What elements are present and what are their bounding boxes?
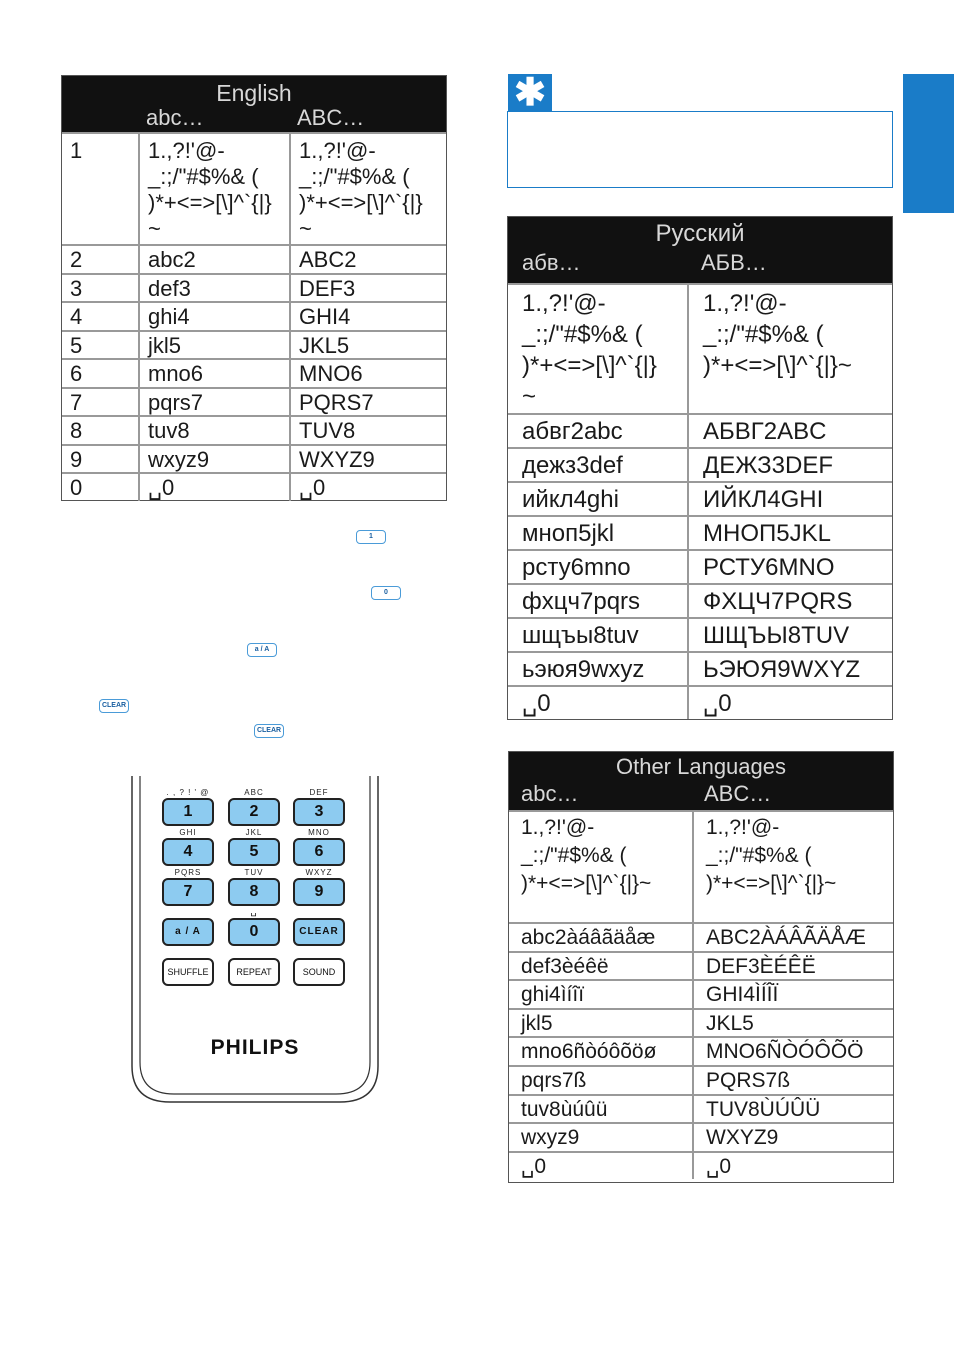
table-row bbox=[508, 515, 892, 549]
table-cell-lower: дежз3def bbox=[522, 452, 623, 479]
table-cell-upper: ␣0 bbox=[687, 687, 890, 719]
tip-label bbox=[508, 74, 552, 112]
table-cell-lower: фхцч7pqrs bbox=[522, 588, 641, 615]
table-cell-upper: 1.,?!'@- _:;/"#$%& ( )*+<=>[\]^`{|}~ bbox=[687, 285, 890, 413]
case-key-icon: a / A bbox=[247, 643, 277, 657]
table-row bbox=[62, 444, 446, 473]
table-row bbox=[509, 1008, 893, 1037]
table-cell-upper: TUV8 bbox=[289, 417, 446, 444]
column-header-lower: abc… bbox=[146, 106, 204, 130]
table-header bbox=[509, 752, 893, 810]
table-cell-lower: 1.,?!'@- _:;/"#$%& ( )*+<=>[\]^`{|}~ bbox=[521, 816, 652, 895]
language-tab bbox=[903, 74, 954, 213]
table-cell-lower: def3 bbox=[138, 275, 289, 302]
repeat-button[interactable]: REPEAT bbox=[228, 958, 280, 986]
table-cell-upper: TUV8ÙÚÛÜ bbox=[692, 1096, 891, 1123]
key-label: JKL bbox=[245, 828, 263, 837]
table-row bbox=[509, 951, 893, 980]
tip-box bbox=[507, 111, 893, 188]
remote-control-illustration bbox=[130, 776, 380, 1106]
case-toggle-button[interactable]: a / A bbox=[162, 918, 214, 946]
sound-button[interactable]: SOUND bbox=[293, 958, 345, 986]
space-label: ␣ bbox=[250, 906, 258, 917]
table-row bbox=[62, 132, 446, 244]
table-row bbox=[62, 301, 446, 330]
table-cell-lower: ␣0 bbox=[138, 474, 289, 501]
table-cell-upper: 1.,?!'@- _:;/"#$%& ( )*+<=>[\]^`{|} ~ bbox=[289, 134, 446, 244]
table-cell-lower: mno6ñòóôõöø bbox=[521, 1040, 657, 1064]
table-cell-lower: abc2 bbox=[138, 246, 289, 273]
table-row bbox=[62, 387, 446, 416]
table-row bbox=[509, 1094, 893, 1123]
table-row bbox=[62, 358, 446, 387]
table-cell-upper: ФХЦЧ7PQRS bbox=[687, 585, 890, 617]
table-row bbox=[509, 1065, 893, 1094]
key-2-button[interactable]: 2 bbox=[228, 798, 280, 826]
key-label: . , ? ! ' @ bbox=[166, 788, 210, 797]
key-8-button[interactable]: 8 bbox=[228, 878, 280, 906]
clear-key-icon: CLEAR bbox=[254, 724, 284, 738]
table-cell-lower: abc2àáâãäåæ bbox=[521, 926, 656, 949]
brand-logo: PHILIPS bbox=[210, 1036, 300, 1059]
table-row bbox=[508, 583, 892, 617]
clear-key-icon: CLEAR bbox=[99, 699, 129, 713]
table-cell-lower: ␣0 bbox=[522, 690, 551, 717]
table-cell-key: 0 bbox=[70, 475, 83, 500]
table-cell-lower: mno6 bbox=[138, 360, 289, 387]
table-row bbox=[508, 447, 892, 481]
table-cell-upper: ШЩЪЫ8TUV bbox=[687, 619, 890, 651]
table-row bbox=[62, 244, 446, 273]
table-cell-lower: шщъы8tuv bbox=[522, 622, 639, 649]
table-cell-upper: WXYZ9 bbox=[289, 446, 446, 473]
table-cell-key: 4 bbox=[70, 304, 83, 329]
table-row bbox=[62, 330, 446, 359]
table-cell-upper: PQRS7 bbox=[289, 389, 446, 416]
table-cell-upper: GHI4 bbox=[289, 303, 446, 330]
table-cell-lower: рсту6mno bbox=[522, 554, 631, 581]
table-cell-upper: JKL5 bbox=[289, 332, 446, 359]
table-cell-key: 8 bbox=[70, 418, 83, 443]
table-cell-lower: абвг2abc bbox=[522, 418, 623, 445]
table-cell-lower: jkl5 bbox=[138, 332, 289, 359]
table-cell-upper: РСТУ6MNO bbox=[687, 551, 890, 583]
key-label: TUV bbox=[244, 868, 264, 877]
table-row bbox=[509, 922, 893, 951]
table-cell-lower: wxyz9 bbox=[521, 1126, 580, 1150]
table-cell-upper: ␣0 bbox=[692, 1153, 891, 1180]
table-row bbox=[508, 549, 892, 583]
table-cell-key: 9 bbox=[70, 446, 83, 472]
table-row bbox=[509, 1122, 893, 1151]
asterisk-icon: ✱ bbox=[514, 72, 546, 114]
table-cell-key: 2 bbox=[70, 247, 83, 272]
table-cell-upper: MNO6 bbox=[289, 360, 446, 387]
table-cell-upper: DEF3 bbox=[289, 275, 446, 302]
column-header-upper: ABC… bbox=[297, 106, 365, 130]
table-cell-upper: ABC2ÀÁÂÃÄÅÆ bbox=[692, 924, 891, 951]
table-row bbox=[509, 1151, 893, 1180]
table-row bbox=[508, 651, 892, 685]
table-row bbox=[508, 413, 892, 447]
table-cell-upper: MNO6ÑÒÓÔÕÖ bbox=[692, 1038, 891, 1065]
table-cell-lower: 1.,?!'@- _:;/"#$%& ( )*+<=>[\]^`{|} ~ bbox=[138, 134, 289, 244]
key-label: WXYZ bbox=[305, 868, 333, 877]
table-cell-upper: JKL5 bbox=[692, 1010, 891, 1037]
table-cell-upper: DEF3ÈÉÊË bbox=[692, 953, 891, 980]
table-cell-upper: ABC2 bbox=[289, 246, 446, 273]
table-cell-lower: 1.,?!'@- _:;/"#$%& ( )*+<=>[\]^`{|} ~ bbox=[522, 290, 657, 410]
table-cell-lower: wxyz9 bbox=[138, 446, 289, 473]
table-cell-lower: tuv8 bbox=[138, 417, 289, 444]
table-cell-key: 6 bbox=[70, 361, 83, 386]
table-cell-upper: ЬЭЮЯ9WXYZ bbox=[687, 653, 890, 685]
table-cell-lower: pqrs7 bbox=[138, 389, 289, 416]
table-cell-upper: ␣0 bbox=[289, 474, 446, 501]
table-cell-upper: WXYZ9 bbox=[692, 1124, 891, 1151]
table-cell-upper: МНОП5JKL bbox=[687, 517, 890, 549]
table-header bbox=[508, 217, 892, 283]
table-row bbox=[508, 283, 892, 413]
table-row bbox=[508, 617, 892, 651]
table-row bbox=[62, 415, 446, 444]
key-3-button[interactable]: 3 bbox=[293, 798, 345, 826]
table-cell-key: 1 bbox=[70, 138, 83, 163]
table-cell-lower: jkl5 bbox=[521, 1011, 553, 1035]
table-cell-lower: ьэюя9wxyz bbox=[522, 656, 645, 683]
key-1-icon: 1 bbox=[356, 530, 386, 544]
table-cell-upper: ДЕЖЗ3DEF bbox=[687, 449, 890, 481]
table-cell-key: 3 bbox=[70, 275, 83, 301]
key-label: GHI bbox=[179, 828, 197, 837]
key-1-button[interactable]: 1 bbox=[162, 798, 214, 826]
table-row bbox=[62, 273, 446, 302]
table-cell-upper: ИЙКЛ4GHI bbox=[687, 483, 890, 515]
column-header-upper: ABC… bbox=[704, 782, 772, 806]
table-cell-lower: ␣0 bbox=[521, 1154, 547, 1178]
shuffle-button[interactable]: SHUFFLE bbox=[162, 958, 214, 986]
key-7-button[interactable]: 7 bbox=[162, 878, 214, 906]
column-header-upper: АБВ… bbox=[701, 251, 767, 275]
russian-character-table bbox=[507, 216, 893, 720]
key-4-button[interactable]: 4 bbox=[162, 838, 214, 866]
table-cell-upper: АБВГ2ABC bbox=[687, 415, 890, 447]
table-cell-key: 5 bbox=[70, 332, 83, 358]
key-6-button[interactable]: 6 bbox=[293, 838, 345, 866]
key-label: ABC bbox=[244, 788, 264, 797]
key-5-button[interactable]: 5 bbox=[228, 838, 280, 866]
key-label: PQRS bbox=[174, 868, 202, 877]
table-cell-lower: ghi4ìíîï bbox=[521, 983, 585, 1007]
table-title: Русский bbox=[655, 220, 745, 247]
table-cell-key: 7 bbox=[70, 389, 83, 415]
table-row bbox=[508, 481, 892, 515]
table-cell-lower: ийкл4ghi bbox=[522, 486, 619, 513]
table-row bbox=[62, 472, 446, 501]
table-cell-lower: мноп5jkl bbox=[522, 520, 615, 547]
table-header bbox=[62, 76, 446, 132]
key-label: MNO bbox=[308, 828, 330, 837]
table-row bbox=[509, 979, 893, 1008]
key-label: DEF bbox=[309, 788, 329, 797]
table-title: English bbox=[216, 80, 292, 106]
table-cell-upper: 1.,?!'@- _:;/"#$%& ( )*+<=>[\]^`{|}~ bbox=[692, 812, 891, 922]
table-cell-upper: GHI4ÌÍÎÏ bbox=[692, 981, 891, 1008]
table-cell-lower: def3èéêë bbox=[521, 954, 609, 978]
table-cell-upper: PQRS7ß bbox=[692, 1067, 891, 1094]
key-0-button[interactable]: 0 bbox=[228, 918, 280, 946]
key-0-icon: 0 bbox=[371, 586, 401, 600]
table-title: Other Languages bbox=[615, 754, 787, 779]
column-header-lower: abc… bbox=[521, 782, 579, 806]
table-row bbox=[509, 810, 893, 922]
other-languages-character-table bbox=[508, 751, 894, 1183]
key-9-button[interactable]: 9 bbox=[293, 878, 345, 906]
table-cell-lower: ghi4 bbox=[138, 303, 289, 330]
table-row bbox=[509, 1036, 893, 1065]
column-header-lower: абв… bbox=[522, 251, 581, 275]
table-cell-lower: pqrs7ß bbox=[521, 1068, 587, 1092]
clear-button[interactable]: CLEAR bbox=[293, 918, 345, 946]
table-cell-lower: tuv8ùúûü bbox=[521, 1097, 608, 1121]
table-row bbox=[508, 685, 892, 719]
english-character-table bbox=[61, 75, 447, 501]
